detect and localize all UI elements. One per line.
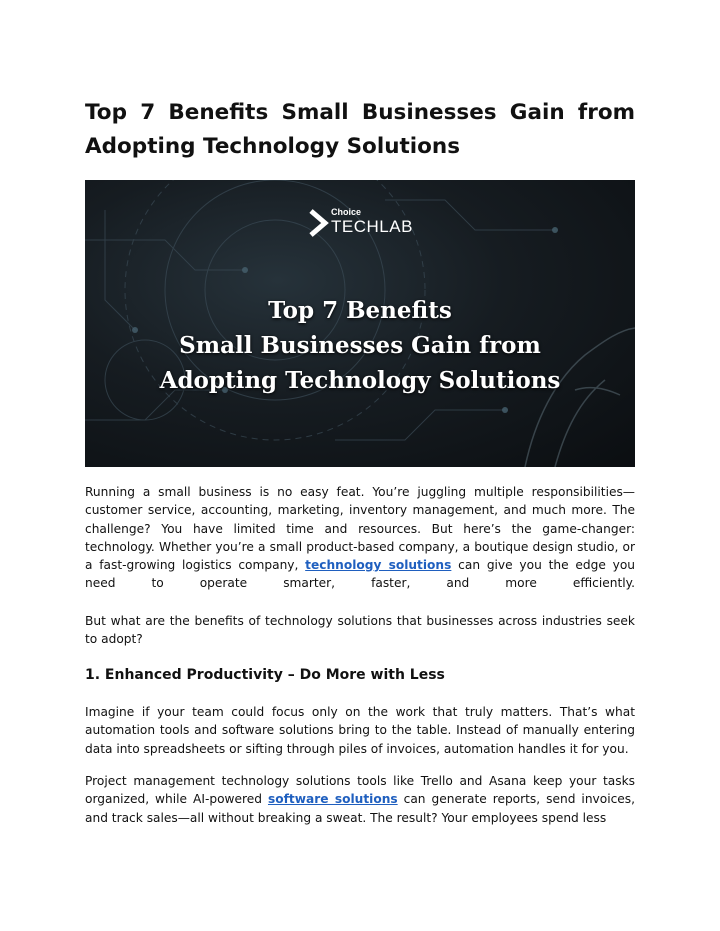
intro-paragraph: Running a small business is no easy feat. You’re juggling multiple responsibilities—customer service, accounting, marketing, inventory management, and much more. The challenge? You have limited time and resources. But here’s the game-changer: technology. Whether you’re a small product-based company, a boutique design studio, or a fast-growing logistics company, technology solutions can give you the edge you need to operate smarter, faster, and more efficiently. <box>85 485 635 591</box>
question-paragraph: But what are the benefits of technology solutions that businesses across industries seek to adopt? <box>85 614 635 647</box>
section1-paragraph-1: Imagine if your team could focus only on the work that truly matters. That’s what automation tools and software solutions bring to the table. Instead of manually entering data into spreadsheets or sifting through piles of invoices, automation handles it for you. <box>85 705 635 756</box>
software-solutions-link[interactable]: software solutions <box>267 792 398 807</box>
hero-title-line-2: Small Businesses Gain from <box>179 332 541 359</box>
logo-text-big: TECHLAB <box>331 217 413 236</box>
page-title: Top 7 Benefits Small Businesses Gain from Adopting Technology Solutions <box>85 100 635 159</box>
brand-logo <box>309 206 413 240</box>
logo-text-small: Choice <box>331 207 362 217</box>
section1-paragraph-2: Project management technology solutions tools like Trello and Asana keep your tasks organized, while AI-powered software solutions can generate reports, send invoices, and track sales—all without breaking a sweat. The result? Your employees spend less <box>85 774 636 825</box>
technology-solutions-link[interactable]: technology solutions <box>305 558 452 573</box>
hero-title-line-1: Top 7 Benefits <box>268 297 452 324</box>
hero-title-line-3: Adopting Technology Solutions <box>159 367 561 394</box>
section-heading-enhanced-productivity: 1. Enhanced Productivity – Do More with Less <box>85 667 445 683</box>
hero-banner-image <box>85 180 635 467</box>
chevron-right-logo-icon <box>309 209 329 237</box>
